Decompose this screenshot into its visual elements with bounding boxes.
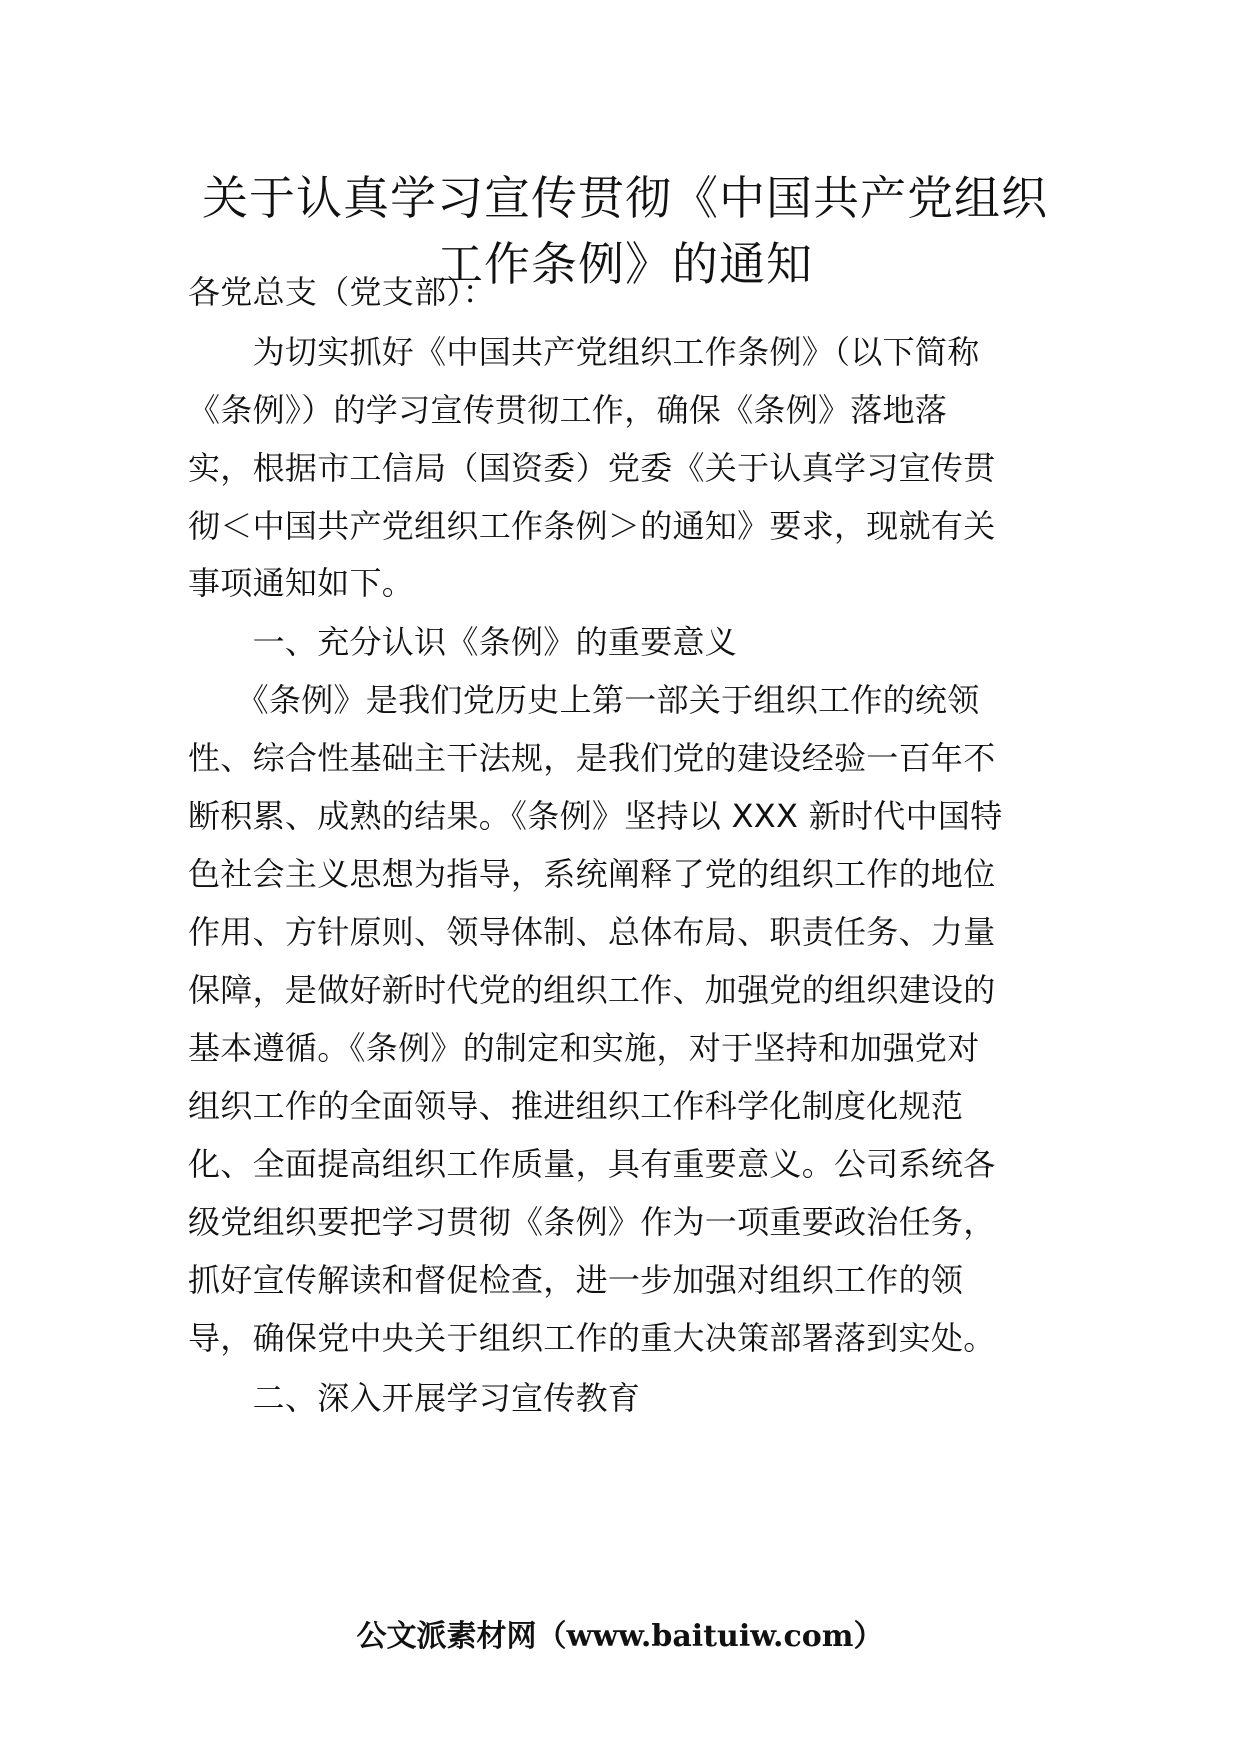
body-line: 作用、方针原则、领导体制、总体布局、职责任务、力量 <box>188 913 996 951</box>
footer-watermark: 公文派素材网（www.baituiw.com） <box>356 1619 884 1654</box>
body-line: 组织工作的全面领导、推进组织工作科学化制度化规范 <box>188 1087 964 1125</box>
body-line: 抓好宣传解读和督促检查，进一步加强对组织工作的领 <box>188 1261 964 1299</box>
body-line: 为切实抓好《中国共产党组织工作条例》（以下简称 <box>188 333 980 371</box>
body-line: 《条例》）的学习宣传贯彻工作，确保《条例》落地落 <box>188 391 948 429</box>
body-line: 事项通知如下。 <box>188 564 415 602</box>
body-line: 色社会主义思想为指导，系统阐释了党的组织工作的地位 <box>188 855 996 893</box>
document-title-line-2: 工作条例》的通知 <box>437 237 813 291</box>
section-heading-2: 二、深入开展学习宣传教育 <box>188 1379 641 1417</box>
body-line: 断积累、成熟的结果。《条例》坚持以 XXX 新时代中国特 <box>188 797 1003 835</box>
body-line: 实，根据市工信局（国资委）党委《关于认真学习宣传贯 <box>188 449 996 487</box>
body-line: 化、全面提高组织工作质量，具有重要意义。公司系统各 <box>188 1145 996 1183</box>
body-line: 保障，是做好新时代党的组织工作、加强党的组织建设的 <box>188 971 996 1009</box>
salutation: 各党总支（党支部）： <box>188 273 496 311</box>
document-title-line-1: 关于认真学习宣传贯彻《中国共产党组织 <box>202 171 1048 225</box>
section-heading-1: 一、充分认识《条例》的重要意义 <box>188 623 738 661</box>
body-line: 性、综合性基础主干法规，是我们党的建设经验一百年不 <box>188 739 996 777</box>
body-line: 基本遵循。《条例》的制定和实施，对于坚持和加强党对 <box>188 1029 980 1067</box>
body-line: 彻＜中国共产党组织工作条例＞的通知》要求，现就有关 <box>188 507 996 545</box>
body-line: 导，确保党中央关于组织工作的重大决策部署落到实处。 <box>188 1319 996 1357</box>
body-line: 《条例》是我们党历史上第一部关于组织工作的统领 <box>188 681 980 719</box>
body-line: 级党组织要把学习贯彻《条例》作为一项重要政治任务， <box>188 1203 996 1241</box>
